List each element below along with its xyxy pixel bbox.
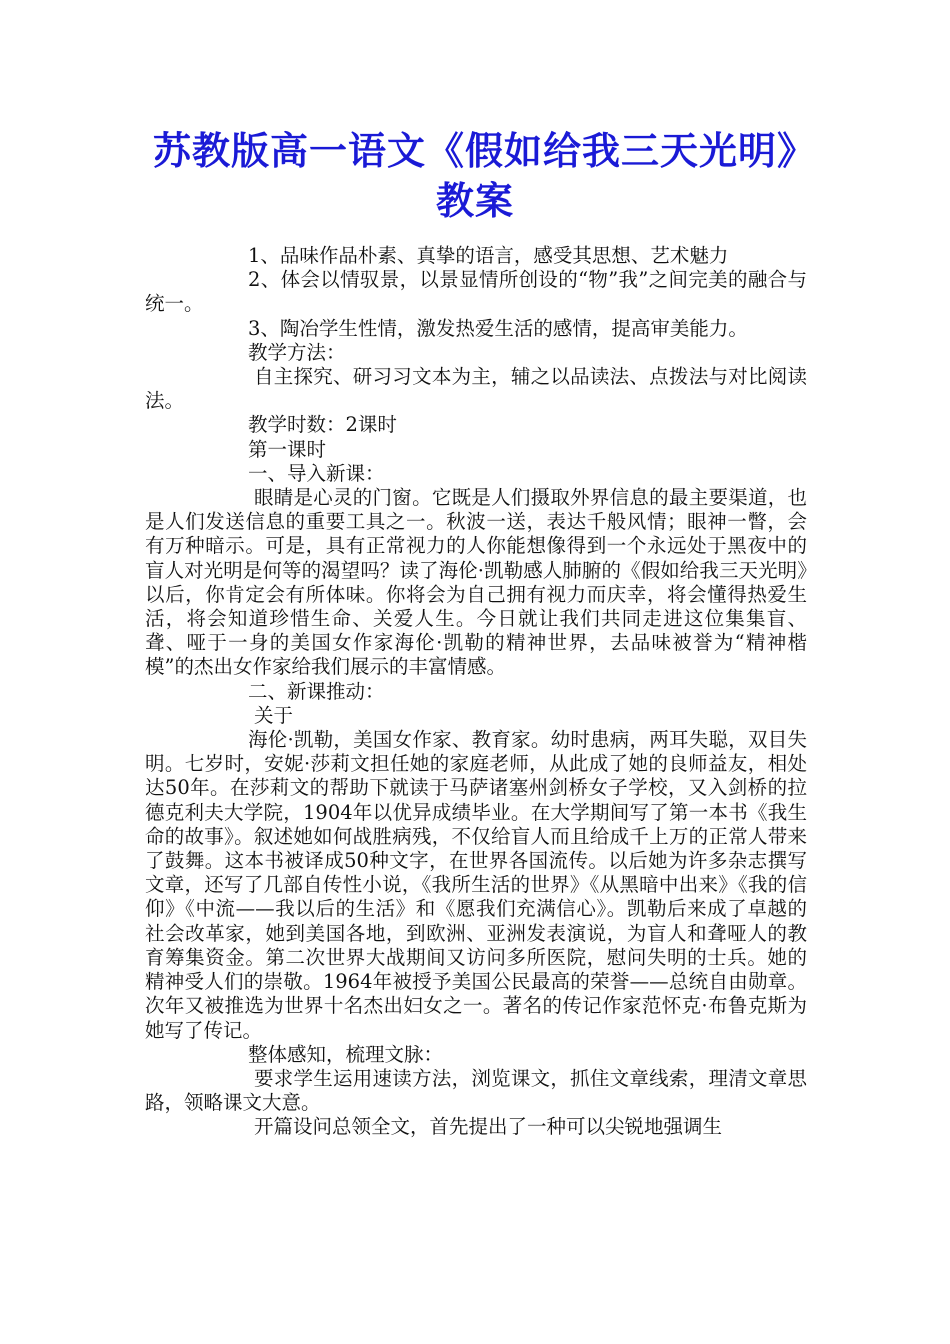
- paragraph-author-bio: 海伦·凯勒，美国女作家、教育家。幼时患病，两耳失聪，双目失明。七岁时，安妮·莎莉文担任她的家庭老师，从此成了她的良师益友，相处达50年。在莎莉文的帮助下就读于马萨诸塞州剑桥女子学校，又入剑桥的拉德克利夫大学院，1904年以优异成绩毕业。在大学期间写了第一本书《我生命的故事》。叙述她如何战胜病残，不仅给盲人而且给成千上万的正常人带来了鼓舞。这本书被译成50种文字，在世界各国流传。以后她为许多杂志撰写文章，还写了几部自传性小说，《我所生活的世界》《从黑暗中出来》《我的信仰》《中流——我以后的生活》和《愿我们充满信心》。凯勒后来成了卓越的社会改革家，她到美国各地，到欧洲、亚洲发表演说，为盲人和聋哑人的教育筹集资金。第二次世界大战期间又访问多所医院，慰问失明的士兵。她的精神受人们的崇敬。1964年被授予美国公民最高的荣誉——总统自由勋章。次年又被推选为世界十名杰出妇女之一。著名的传记作家范怀克·布鲁克斯为她写了传记。: [145, 728, 807, 1042]
- paragraph-opening: 开篇设问总领全文，首先提出了一种可以尖锐地强调生: [254, 1115, 723, 1139]
- paragraph-overview: 要求学生运用速读方法，浏览课文，抓住文章线索，理清文章思路，领略课文大意。: [145, 1066, 807, 1115]
- paragraph-about: 关于: [254, 703, 294, 727]
- paragraph-section-intro-heading: 一、导入新课：: [248, 461, 385, 485]
- paragraph-intro: 眼睛是心灵的门窗。它既是人们摄取外界信息的最主要渠道，也是人们发送信息的重要工具之一。秋波一送，表达千般风情；眼神一瞥，会有万种暗示。可是，具有正常视力的人你能想像得到一个永远处于黑夜中的盲人对光明是何等的渴望吗？读了海伦·凯勒感人肺腑的《假如给我三天光明》以后，你肯定会有所体味。你将会为自己拥有视力而庆幸，将会懂得热爱生活，将会知道珍惜生命、关爱人生。今日就让我们共同走进这位集集盲、聋、哑于一身的美国女作家海伦·凯勒的精神世界，去品味被誉为“精神楷模”的杰出女作家给我们展示的丰富情感。: [145, 486, 807, 679]
- paragraph-lesson-one: 第一课时: [248, 437, 327, 461]
- paragraph-section-new-heading: 二、新课推动：: [248, 679, 385, 703]
- paragraph-objective-1: 1、品味作品朴素、真挚的语言，感受其思想、艺术魅力: [248, 244, 729, 267]
- paragraph-hours: 教学时数：2课时: [248, 413, 397, 437]
- document-title: 苏教版高一语文《假如给我三天光明》教案: [152, 129, 797, 223]
- document-body: [145, 244, 807, 1140]
- paragraph-method: 自主探究、研习习文本为主，辅之以品读法、点拨法与对比阅读法。: [145, 365, 807, 413]
- paragraph-objective-2: 2、体会以情驭景，以景显情所创设的“物”我”之间完美的融合与统一。: [145, 268, 807, 316]
- paragraph-method-heading: 教学方法：: [248, 340, 346, 364]
- paragraph-overview-heading: 整体感知，梳理文脉：: [248, 1042, 444, 1066]
- paragraph-objective-3: 3、陶冶学生性情，激发热爱生活的感情，提高审美能力。: [248, 316, 748, 340]
